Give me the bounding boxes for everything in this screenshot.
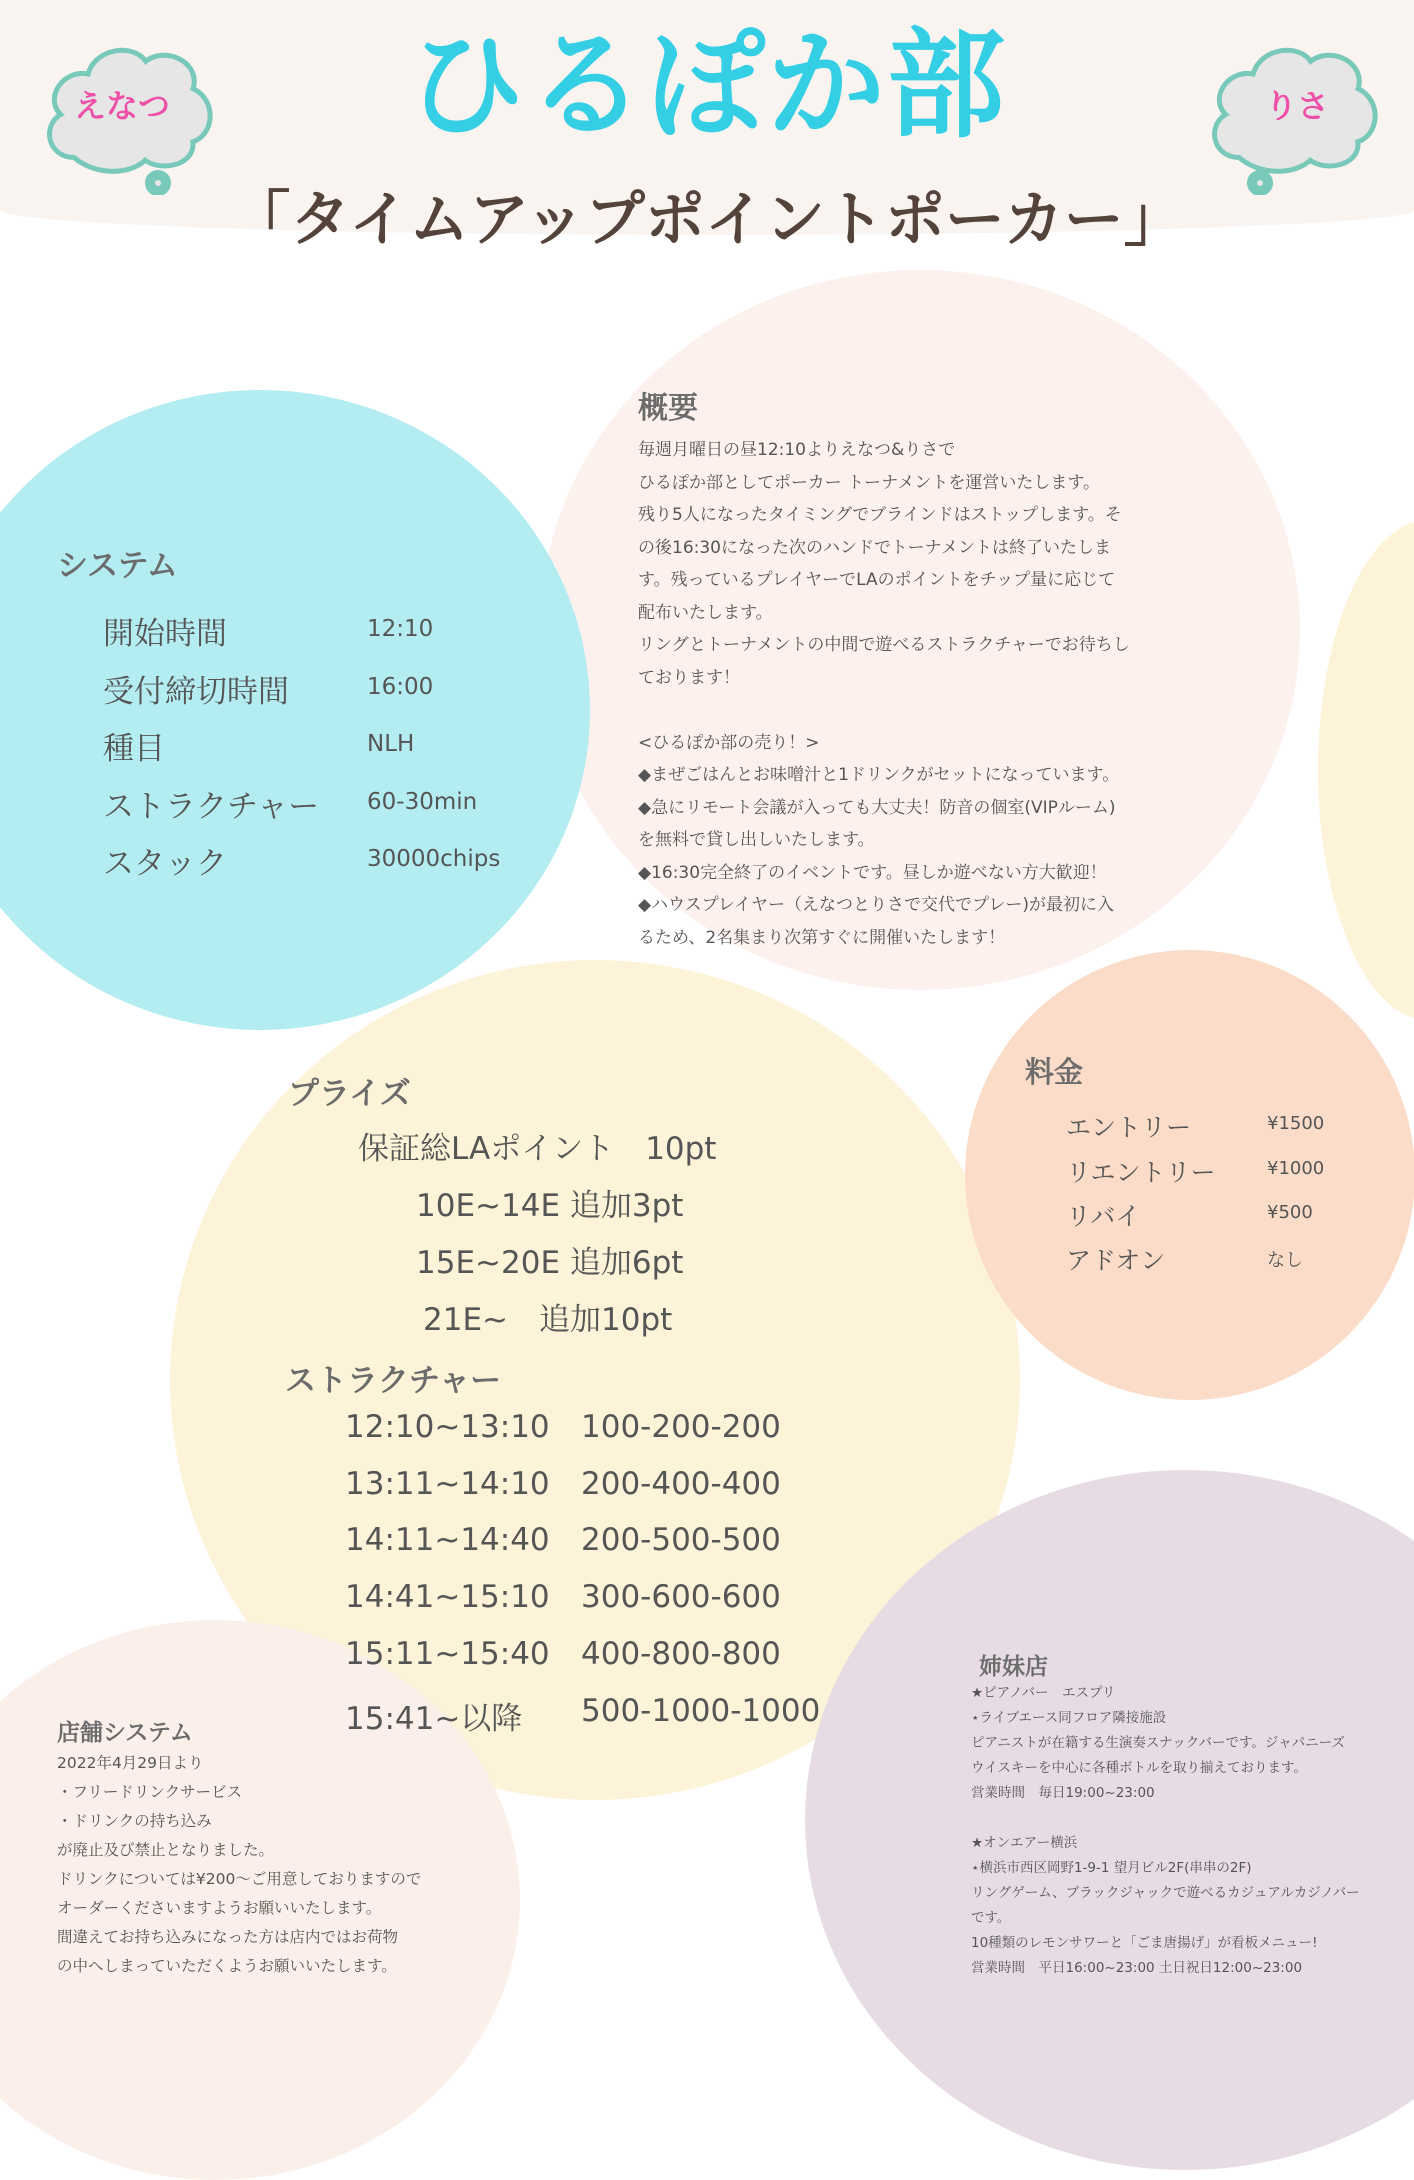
structure-time: 15:41~以降 — [345, 1701, 523, 1737]
right-cloud-label: りさ — [1264, 87, 1329, 125]
overview-line: ◆16:30完全終了のイベントです。昼しか遊べない方大歓迎！ — [638, 862, 1107, 883]
overview-text — [638, 434, 1198, 954]
sister-line: ピアニストが在籍する生演奏スナックバーです。ジャパニーズ — [971, 1735, 1345, 1751]
prize-line: 10E~14E 追加3pt — [416, 1188, 684, 1224]
structure-blinds: 100-200-200 — [581, 1409, 781, 1445]
overview-line — [638, 694, 1198, 727]
store-line: ドリンクについては¥200〜ご用意しておりますので — [57, 1870, 422, 1888]
overview-line: <ひるぽか部の売り！> — [638, 732, 820, 753]
sister-line: ⋆横浜市西区岡野1-9-1 望月ビル2F(串串の2F) — [971, 1860, 1252, 1876]
system-value: NLH — [367, 731, 415, 757]
sister-line: 10種類のレモンサワーと「ごま唐揚げ」が看板メニュー! — [971, 1935, 1318, 1951]
fee-price: ¥1000 — [1267, 1158, 1325, 1179]
overview-line: ◆急にリモート会議が入っても大丈夫！防音の個室(VIPルーム) — [638, 797, 1116, 818]
structure-time: 14:11~14:40 — [345, 1522, 550, 1558]
structure-blinds: 400-800-800 — [581, 1636, 781, 1672]
overview-line: の後16:30になった次のハンドでトーナメントは終了いたしま — [638, 537, 1111, 558]
system-label: 受付締切時間 — [103, 674, 289, 710]
store-line: が廃止及び禁止となりました。 — [57, 1841, 275, 1859]
fee-label: エントリー — [1066, 1113, 1192, 1142]
system-label: スタック — [103, 846, 227, 882]
overview-line: ひるぽか部としてポーカー トーナメントを運営いたします。 — [638, 472, 1101, 493]
structure-time: 13:11~14:10 — [345, 1466, 550, 1502]
overview-line: 配布いたします。 — [638, 602, 773, 623]
structure-blinds: 200-400-400 — [581, 1466, 781, 1502]
prize-line: 保証総LAポイント 10pt — [358, 1131, 717, 1167]
fee-label: リバイ — [1066, 1202, 1141, 1231]
system-label: 開始時間 — [103, 616, 227, 652]
structure-blinds: 500-1000-1000 — [581, 1693, 821, 1729]
system-value: 12:10 — [367, 616, 434, 642]
structure-time: 15:11~15:40 — [345, 1636, 550, 1672]
fees-heading: 料金 — [1025, 1055, 1084, 1089]
overview-heading: 概要 — [638, 391, 698, 426]
fee-label: アドオン — [1066, 1246, 1166, 1275]
overview-line: を無料で貸し出しいたします。 — [638, 830, 875, 850]
store-line: 2022年4月29日より — [57, 1754, 204, 1772]
store-line: 間違えてお持ち込みになった方は店内ではお荷物 — [57, 1928, 399, 1946]
overview-line: るため、2名集まり次第すぐに開催いたします！ — [638, 927, 1006, 948]
prize-line: 21E~ 追加10pt — [423, 1302, 673, 1338]
fee-price: なし — [1267, 1250, 1303, 1271]
sister-line — [971, 1806, 1401, 1831]
sister-line: リングゲーム、ブラックジャックで遊べるカジュアルカジノバー — [971, 1885, 1360, 1901]
system-label: ストラクチャー — [103, 789, 320, 825]
right-edge-yellow-blob — [1318, 520, 1414, 1020]
store-line: の中へしまっていただくようお願いいたします。 — [57, 1957, 397, 1975]
structure-heading: ストラクチャー — [285, 1363, 502, 1399]
fee-price: ¥1500 — [1267, 1113, 1325, 1134]
structure-blinds: 300-600-600 — [581, 1579, 781, 1615]
right-thought-cloud — [1205, 35, 1385, 195]
left-thought-cloud — [40, 35, 220, 195]
store-line: ・ドリンクの持ち込み — [57, 1812, 212, 1830]
overview-line: ◆まぜごはんとお味噌汁と1ドリンクがセットになっています。 — [638, 765, 1120, 785]
sister-line: ★ピアノバー エスプリ — [971, 1685, 1116, 1701]
fee-label: リエントリー — [1066, 1158, 1216, 1187]
overview-line: リングとトーナメントの中間で遊べるストラクチャーでお待ちし — [638, 635, 1130, 655]
structure-time: 14:41~15:10 — [345, 1579, 550, 1615]
sister-text — [971, 1681, 1401, 1981]
store-heading: 店舗システム — [57, 1720, 193, 1746]
overview-line: 毎週月曜日の昼12:10よりえなつ&りさで — [638, 440, 956, 460]
overview-line: す。残っているプレイヤーでLAのポイントをチップ量に応じて — [638, 570, 1116, 590]
sister-line: ★オンエアー横浜 — [971, 1835, 1078, 1851]
page-subtitle: 「タイムアップポイントポーカー」 — [230, 185, 1184, 255]
store-text — [57, 1749, 497, 1981]
structure-blinds: 200-500-500 — [581, 1522, 781, 1558]
sister-line: ウイスキーを中心に各種ボトルを取り揃えております。 — [971, 1760, 1307, 1776]
store-line: オーダーくださいますようお願いいたします。 — [57, 1899, 382, 1917]
overview-line: 残り5人になったタイミングでブラインドはストップします。そ — [638, 505, 1122, 525]
sister-heading: 姉妹店 — [979, 1654, 1048, 1680]
system-value: 16:00 — [367, 674, 434, 700]
sister-line: ⋆ライブエース同フロア隣接施設 — [971, 1710, 1167, 1726]
system-label: 種目 — [103, 731, 165, 767]
overview-line: ◆ハウスプレイヤー（えなつとりさで交代でプレー)が最初に入 — [638, 895, 1114, 915]
store-line: ・フリードリンクサービス — [57, 1783, 243, 1801]
sister-line: 営業時間 平日16:00~23:00 土日祝日12:00~23:00 — [971, 1960, 1303, 1976]
structure-time: 12:10~13:10 — [345, 1409, 550, 1445]
left-cloud-label: えなつ — [73, 87, 170, 125]
system-value: 30000chips — [367, 846, 501, 872]
system-heading: システム — [57, 548, 178, 584]
sister-line: 営業時間 毎日19:00~23:00 — [971, 1785, 1155, 1801]
sister-line: です。 — [971, 1910, 1011, 1926]
system-blob — [0, 390, 590, 1030]
page-title: ひるぽか部 — [406, 16, 1007, 154]
prize-heading: プライズ — [288, 1076, 411, 1112]
overview-line: ております！ — [638, 667, 740, 688]
fee-price: ¥500 — [1267, 1202, 1313, 1223]
system-value: 60-30min — [367, 789, 478, 815]
prize-line: 15E~20E 追加6pt — [416, 1245, 684, 1281]
